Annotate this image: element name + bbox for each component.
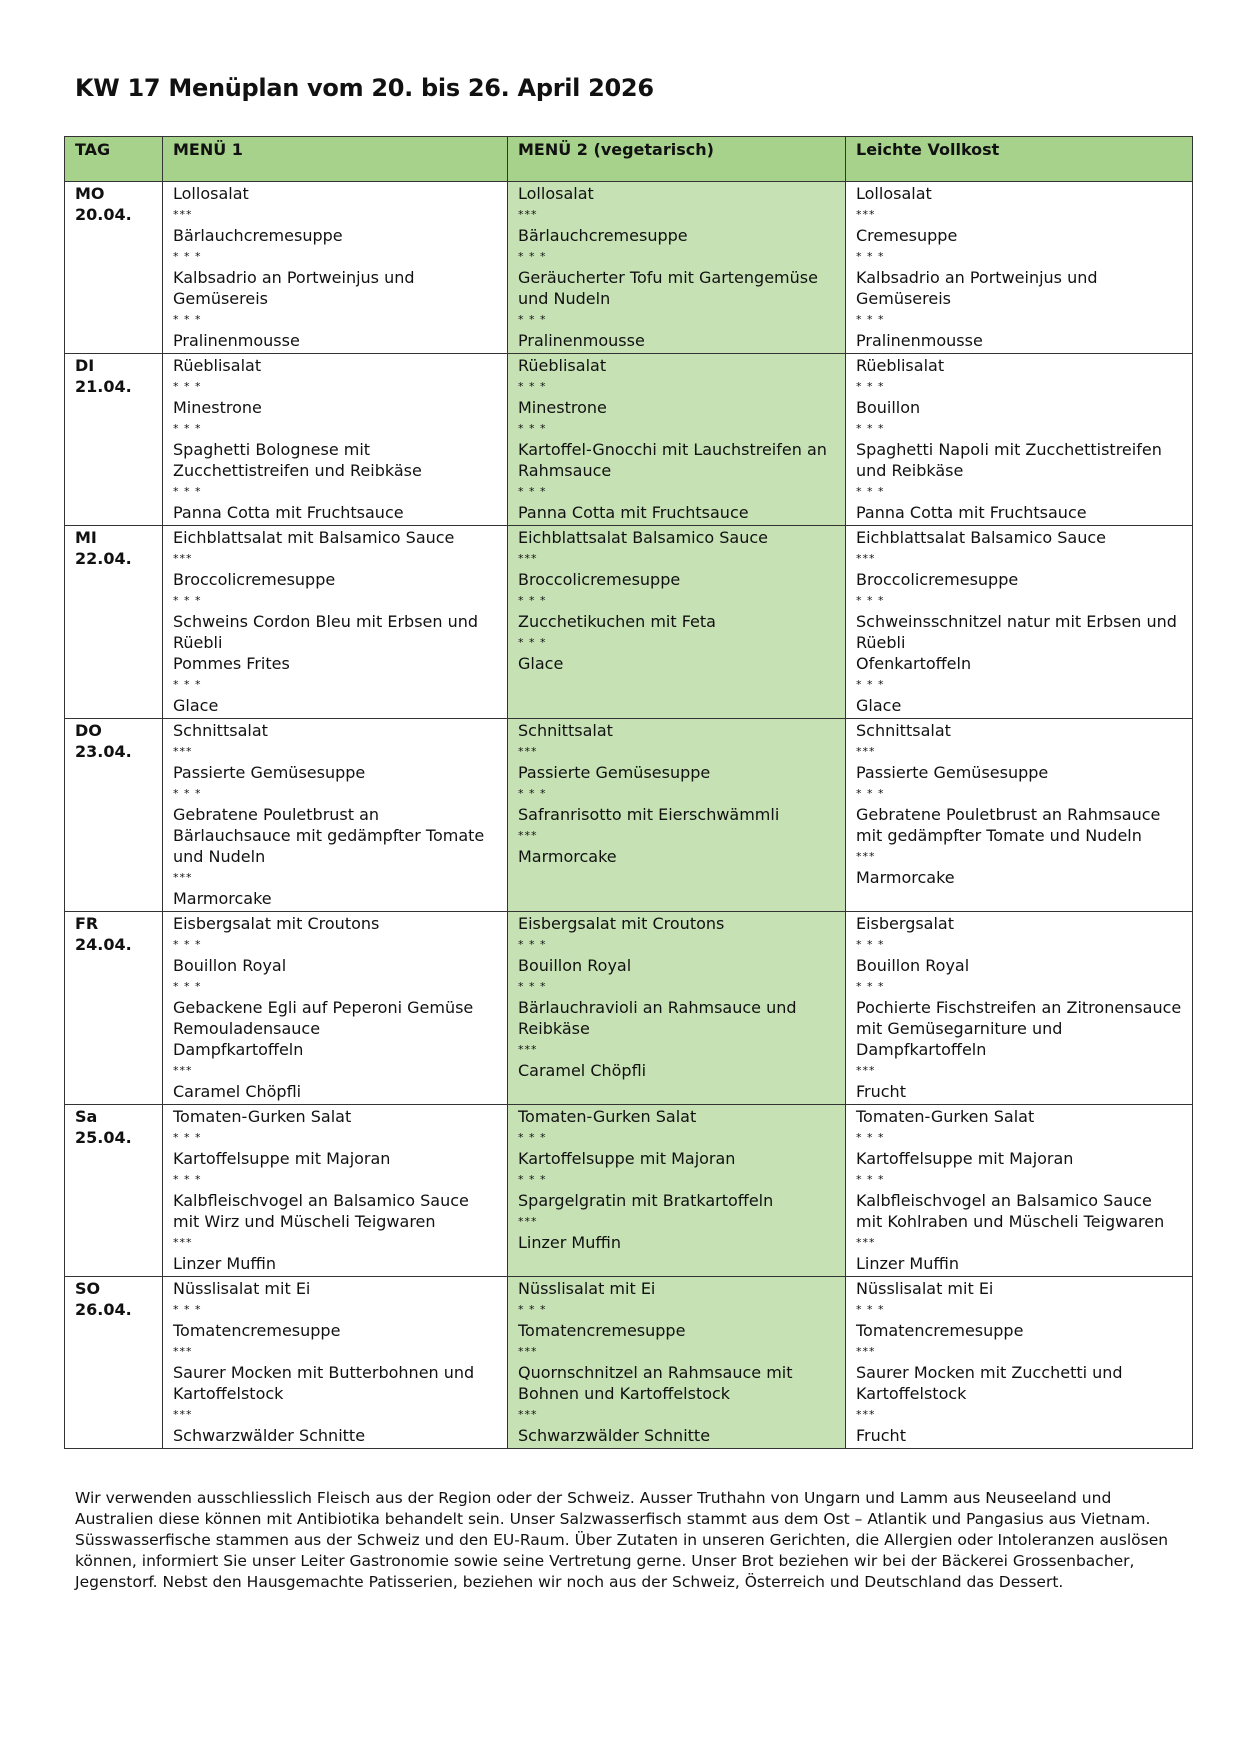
header-row [65,137,1193,182]
course-separator: *** [173,745,193,758]
course-separator: * * * [518,1131,547,1144]
course-separator: *** [518,208,538,221]
dish-line: Linzer Muffin [173,1254,276,1273]
course-separator: *** [173,1408,193,1421]
header-light-diet: Leichte Vollkost [846,137,1193,182]
header-menu-2: MENÜ 2 (vegetarisch) [508,137,846,182]
course-separator: *** [518,1345,538,1358]
dish-line: Tomaten-Gurken Salat [173,1107,352,1126]
course-separator: *** [173,1236,193,1249]
course-separator: * * * [173,380,202,393]
menu-1-cell [163,1277,508,1449]
menu-table [64,136,1193,1449]
day-label: DI [75,356,95,375]
dish-line: Gebratene Pouletbrust an Rahmsauce mit gedämpfter Tomate und Nudeln [856,805,1161,845]
dish-line: Caramel Chöpfli [518,1061,647,1080]
menu-1-cell [163,354,508,526]
dish-line: Glace [518,654,564,673]
day-date: 25.04. [75,1128,132,1147]
dish-line: mit Gemüsegarniture und Dampfkartoffeln [856,1019,1063,1059]
header-day: TAG [65,137,163,182]
light-diet-cell [846,1277,1193,1449]
dish-line: Passierte Gemüsesuppe [518,763,711,782]
dish-line: Tomatencremesuppe [856,1321,1024,1340]
dish-line: Kartoffelsuppe mit Majoran [518,1149,736,1168]
day-date: 23.04. [75,742,132,761]
dish-line: Spargelgratin mit Bratkartoffeln [518,1191,774,1210]
course-separator: *** [173,1345,193,1358]
menu-2-cell [508,526,846,719]
dish-line: Rüeblisalat [518,356,607,375]
dish-line: Bärlauchravioli an Rahmsauce und Reibkäse [518,998,797,1038]
header-menu-1: MENÜ 1 [163,137,508,182]
course-separator: *** [518,829,538,842]
course-separator: * * * [856,313,885,326]
course-separator: * * * [518,594,547,607]
dish-line: Kalbsadrio an Portweinjus und Gemüsereis [173,268,415,308]
dish-line: Bouillon Royal [173,956,287,975]
course-separator: * * * [173,678,202,691]
dish-line: Marmorcake [173,889,272,908]
menu-1-cell [163,912,508,1105]
dish-line: Tomatencremesuppe [518,1321,686,1340]
course-separator: * * * [173,485,202,498]
course-separator: * * * [173,1131,202,1144]
course-separator: * * * [173,980,202,993]
day-row [65,719,1193,912]
light-diet-cell [846,182,1193,354]
course-separator: * * * [856,1131,885,1144]
course-separator: * * * [173,250,202,263]
light-diet-cell [846,354,1193,526]
course-separator: * * * [173,1303,202,1316]
course-separator: * * * [856,938,885,951]
menu-2-cell [508,1277,846,1449]
dish-line: Passierte Gemüsesuppe [173,763,366,782]
day-cell [65,1105,163,1277]
dish-line: Spaghetti Bolognese mit Zucchettistreifen und Reibkäse [173,440,422,480]
dish-line: Schnittsalat [856,721,951,740]
course-separator: *** [173,208,193,221]
dish-line: Tomaten-Gurken Salat [856,1107,1035,1126]
light-diet-cell [846,912,1193,1105]
course-separator: *** [856,208,876,221]
day-row [65,912,1193,1105]
dish-line: Eichblattsalat Balsamico Sauce [856,528,1107,547]
day-date: 20.04. [75,205,132,224]
dish-line: Tomaten-Gurken Salat [518,1107,697,1126]
dish-line: Marmorcake [518,847,617,866]
dish-line: Nüsslisalat mit Ei [856,1279,994,1298]
dish-line: Bärlauchcremesuppe [518,226,688,245]
course-separator: * * * [518,1173,547,1186]
menu-1-cell [163,526,508,719]
course-separator: *** [856,745,876,758]
course-separator: *** [856,1064,876,1077]
dish-line: Saurer Mocken mit Zucchetti und Kartoffelstock [856,1363,1123,1403]
day-date: 22.04. [75,549,132,568]
dish-line: Broccolicremesuppe [856,570,1019,589]
dish-line: Panna Cotta mit Fruchtsauce [173,503,404,522]
menu-1-cell [163,719,508,912]
course-separator: * * * [856,594,885,607]
day-label: Sa [75,1107,98,1126]
dish-line: Pochierte Fischstreifen an Zitronensauce [856,998,1182,1017]
menu-2-cell [508,354,846,526]
dish-line: Lollosalat [518,184,594,203]
dish-line: Pralinenmousse [856,331,983,350]
dish-line: Minestrone [173,398,262,417]
menu-body [65,182,1193,1449]
course-separator: * * * [856,678,885,691]
dish-line: Minestrone [518,398,607,417]
course-separator: * * * [856,422,885,435]
dish-line: Rüeblisalat [173,356,262,375]
dish-line: Kalbfleischvogel an Balsamico Sauce mit Kohlraben und Müscheli Teigwaren [856,1191,1165,1231]
dish-line: Pommes Frites [173,654,290,673]
menu-2-cell [508,1105,846,1277]
dish-line: Saurer Mocken mit Butterbohnen und Kartoffelstock [173,1363,475,1403]
course-separator: * * * [856,380,885,393]
day-label: MI [75,528,97,547]
course-separator: *** [518,1408,538,1421]
day-date: 21.04. [75,377,132,396]
day-cell [65,526,163,719]
dish-line: Bouillon Royal [856,956,970,975]
dish-line: Rüeblisalat [856,356,945,375]
day-label: DO [75,721,102,740]
course-separator: * * * [173,1173,202,1186]
dish-line: Bouillon [856,398,921,417]
menu-2-cell [508,182,846,354]
day-date: 26.04. [75,1300,132,1319]
dish-line: Safranrisotto mit Eierschwämmli [518,805,780,824]
course-separator: *** [173,552,193,565]
day-row [65,526,1193,719]
dish-line: Gebackene Egli auf Peperoni Gemüse Remouladensauce [173,998,474,1038]
dish-line: Geräucherter Tofu mit Gartengemüse und Nudeln [518,268,818,308]
course-separator: *** [518,1215,538,1228]
day-date: 24.04. [75,935,132,954]
light-diet-cell [846,719,1193,912]
dish-line: Kalbfleischvogel an Balsamico Sauce mit Wirz und Müscheli Teigwaren [173,1191,469,1231]
dish-line: Lollosalat [173,184,249,203]
dish-line: Schnittsalat [518,721,613,740]
course-separator: * * * [856,1173,885,1186]
day-cell [65,1277,163,1449]
menu-1-cell [163,1105,508,1277]
dish-line: Glace [856,696,902,715]
course-separator: * * * [518,422,547,435]
dish-line: Panna Cotta mit Fruchtsauce [856,503,1087,522]
dish-line: Eichblattsalat Balsamico Sauce [518,528,769,547]
dish-line: Broccolicremesuppe [173,570,336,589]
course-separator: * * * [856,787,885,800]
menu-2-cell [508,912,846,1105]
dish-line: Zucchetikuchen mit Feta [518,612,716,631]
course-separator: *** [518,1043,538,1056]
course-separator: * * * [518,485,547,498]
menu-2-cell [508,719,846,912]
course-separator: * * * [518,787,547,800]
course-separator: * * * [173,313,202,326]
dish-line: Panna Cotta mit Fruchtsauce [518,503,749,522]
day-row [65,1105,1193,1277]
dish-line: Schwarzwälder Schnitte [173,1426,366,1445]
course-separator: *** [518,745,538,758]
dish-line: Pralinenmousse [173,331,300,350]
day-cell [65,182,163,354]
dish-line: Lollosalat [856,184,932,203]
course-separator: * * * [856,1303,885,1316]
dish-line: Frucht [856,1426,906,1445]
course-separator: *** [856,1408,876,1421]
dish-line: Cremesuppe [856,226,958,245]
dish-line: Gebratene Pouletbrust an Bärlauchsauce mit gedämpfter Tomate und Nudeln [173,805,485,866]
dish-line: Pralinenmousse [518,331,645,350]
course-separator: *** [856,1345,876,1358]
day-label: SO [75,1279,101,1298]
day-cell [65,354,163,526]
course-separator: * * * [173,787,202,800]
menu-1-cell [163,182,508,354]
dish-line: Eichblattsalat mit Balsamico Sauce [173,528,455,547]
course-separator: *** [518,552,538,565]
course-separator: *** [173,1064,193,1077]
course-separator: * * * [518,636,547,649]
course-separator: * * * [173,422,202,435]
day-row [65,1277,1193,1449]
dish-line: Linzer Muffin [856,1254,959,1273]
course-separator: * * * [518,380,547,393]
dish-line: Dampfkartoffeln [173,1040,304,1059]
footnote: Wir verwenden ausschliesslich Fleisch aus der Region oder der Schweiz. Ausser Truthahn von Ungarn und Lamm aus Neuseeland und Australien diese können mit Antibiotika behandelt sein. Unser Salzwasserfisch stammt aus dem Ost – Atlantik und Pangasius aus Vietnam. Süsswasserfische stammen aus der Schweiz und den EU-Raum. Über Zutaten in unseren Gerichten, die Allergien oder Intoleranzen auslösen können, informiert Sie unser Leiter Gastronomie sowie seine Vertretung gerne. Unser Brot beziehen wir bei der Bäckerei Grossenbacher, Jegenstorf. Nebst den Hausgemachte Patisserien, beziehen wir noch aus der Schweiz, Österreich und Deutschland das Dessert. [75,1489,1169,1591]
dish-line: Eisbergsalat mit Croutons [518,914,725,933]
dish-line: Schweinsschnitzel natur mit Erbsen und Rüebli [856,612,1177,652]
dish-line: Broccolicremesuppe [518,570,681,589]
course-separator: * * * [173,938,202,951]
dish-line: Kartoffelsuppe mit Majoran [173,1149,391,1168]
dish-line: Nüsslisalat mit Ei [518,1279,656,1298]
course-separator: * * * [518,1303,547,1316]
dish-line: Kartoffel-Gnocchi mit Lauchstreifen an Rahmsauce [518,440,827,480]
dish-line: Bouillon Royal [518,956,632,975]
dish-line: Caramel Chöpfli [173,1082,302,1101]
course-separator: * * * [518,250,547,263]
dish-line: Nüsslisalat mit Ei [173,1279,311,1298]
dish-line: Kartoffelsuppe mit Majoran [856,1149,1074,1168]
dish-line: Ofenkartoffeln [856,654,972,673]
course-separator: * * * [518,938,547,951]
dish-line: Passierte Gemüsesuppe [856,763,1049,782]
dish-line: Eisbergsalat [856,914,955,933]
dish-line: Tomatencremesuppe [173,1321,341,1340]
light-diet-cell [846,1105,1193,1277]
light-diet-cell [846,526,1193,719]
dish-line: Marmorcake [856,868,955,887]
course-separator: * * * [518,980,547,993]
dish-line: Spaghetti Napoli mit Zucchettistreifen und Reibkäse [856,440,1162,480]
course-separator: * * * [856,250,885,263]
day-label: MO [75,184,105,203]
day-label: FR [75,914,99,933]
course-separator: *** [856,1236,876,1249]
dish-line: Schweins Cordon Bleu mit Erbsen und Rüebli [173,612,479,652]
day-cell [65,912,163,1105]
course-separator: * * * [173,594,202,607]
dish-line: Kalbsadrio an Portweinjus und Gemüsereis [856,268,1098,308]
page-title: KW 17 Menüplan vom 20. bis 26. April 2026 [75,74,654,102]
day-row [65,354,1193,526]
dish-line: Schnittsalat [173,721,268,740]
dish-line: Eisbergsalat mit Croutons [173,914,380,933]
dish-line: Linzer Muffin [518,1233,621,1252]
course-separator: * * * [856,485,885,498]
course-separator: * * * [518,313,547,326]
dish-line: Glace [173,696,219,715]
dish-line: Quornschnitzel an Rahmsauce mit Bohnen und Kartoffelstock [518,1363,793,1403]
day-cell [65,719,163,912]
course-separator: *** [173,871,193,884]
day-row [65,182,1193,354]
dish-line: Bärlauchcremesuppe [173,226,343,245]
course-separator: * * * [856,980,885,993]
course-separator: *** [856,850,876,863]
dish-line: Schwarzwälder Schnitte [518,1426,711,1445]
course-separator: *** [856,552,876,565]
dish-line: Frucht [856,1082,906,1101]
